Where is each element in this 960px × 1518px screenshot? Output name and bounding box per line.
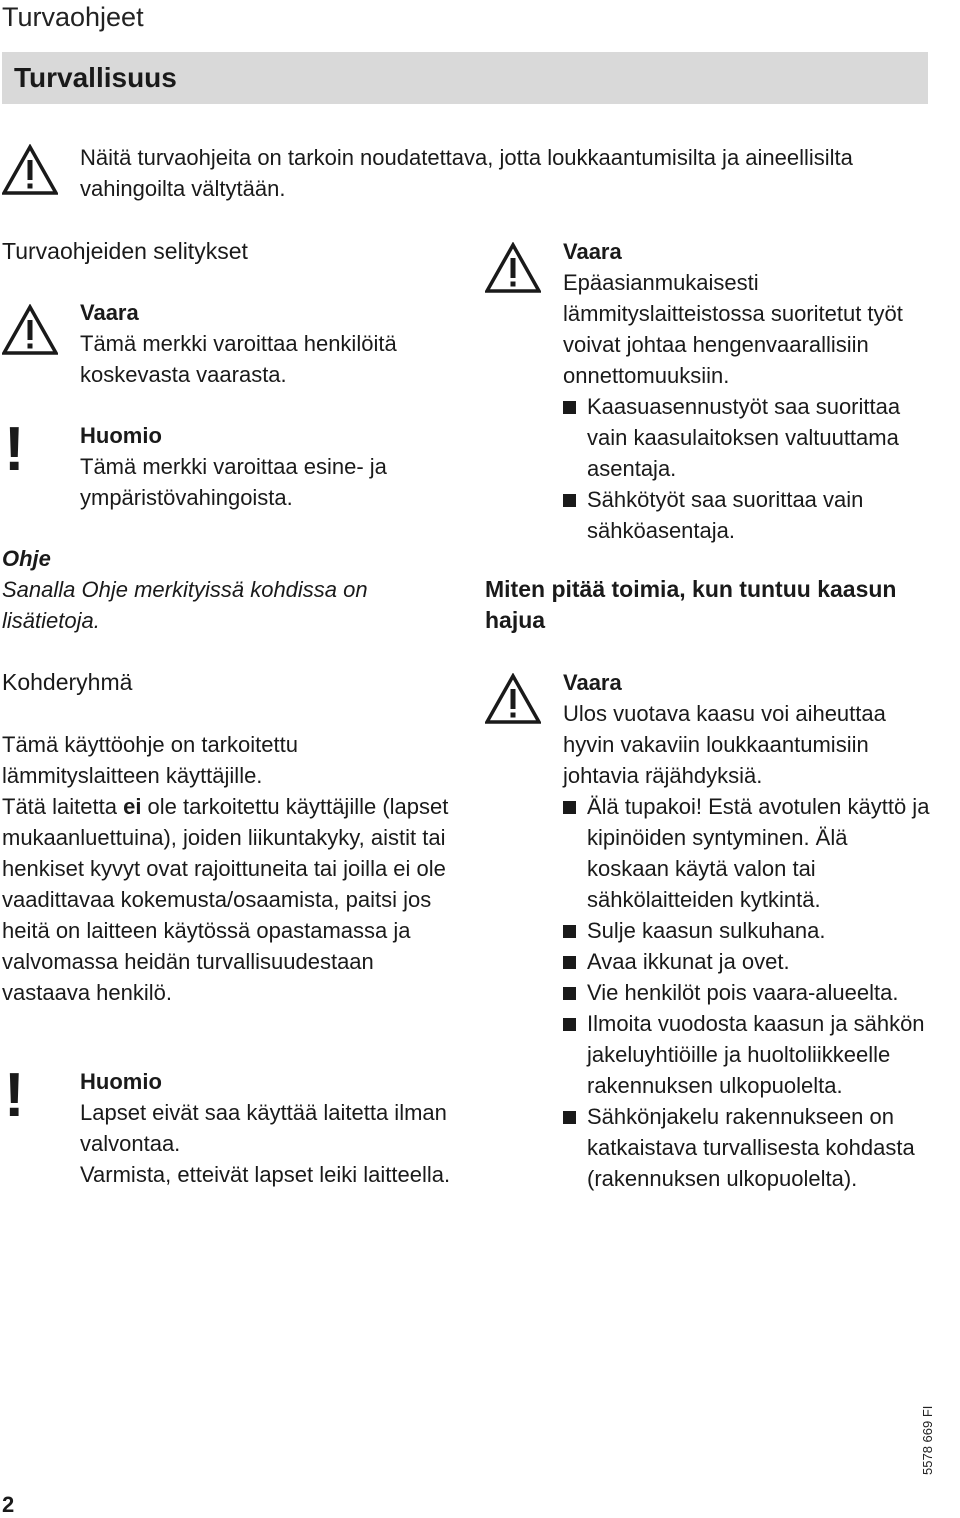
installation-danger-text: Epäasianmukaisesti lämmityslaitteistossa suoritetut työt voivat johtaa hengenvaarallisiin onnettomuuksiin. xyxy=(563,270,903,388)
target-group-body xyxy=(2,729,450,1008)
list-item: Älä tupakoi! Estä avotulen käyttö ja kipinöiden syntyminen. Älä koskaan käytä valon tai sähkölaitteiden kytkintä. xyxy=(563,791,931,915)
installation-warning xyxy=(563,236,931,546)
section-title-band xyxy=(2,52,928,104)
running-title: Turvaohjeet xyxy=(2,2,144,32)
list-item: Sähkönjakelu rakennukseen on katkaistava turvallisesta kohdasta (rakennuksen ulkopuolelta). xyxy=(563,1101,931,1194)
installation-danger-label: Vaara xyxy=(563,239,622,264)
list-item: Ilmoita vuodosta kaasun ja sähkön jakeluyhtiöille ja huoltoliikkeelle rakennuksen ulkopuolelta. xyxy=(563,1008,931,1101)
list-item: Avaa ikkunat ja ovet. xyxy=(563,946,931,977)
warning-triangle-icon xyxy=(485,673,541,725)
gas-danger-text: Ulos vuotava kaasu voi aiheuttaa hyvin vakaviin loukkaantumisiin johtavia räjähdyksiä. xyxy=(563,701,886,788)
list-item: Sähkötyöt saa suorittaa vain sähköasentaja. xyxy=(563,484,931,546)
list-item: Kaasuasennustyöt saa suorittaa vain kaasulaitoksen valtuuttama asentaja. xyxy=(563,391,931,484)
gas-danger-label: Vaara xyxy=(563,670,622,695)
danger-text: Tämä merkki varoittaa henkilöitä koskevasta vaarasta. xyxy=(80,331,397,387)
document-number: 5578 669 FI xyxy=(920,1405,935,1475)
explanation-note xyxy=(2,543,442,636)
note-text: Sanalla Ohje merkityissä kohdissa on lisätietoja. xyxy=(2,577,368,633)
children-caution-text1: Lapset eivät saa käyttää laitetta ilman valvontaa. xyxy=(80,1100,447,1156)
list-item: Vie henkilöt pois vaara-alueelta. xyxy=(563,977,931,1008)
emphasis-ei: ei xyxy=(123,794,142,819)
explanations-heading: Turvaohjeiden selitykset xyxy=(2,238,248,264)
exclamation-icon: ! xyxy=(4,415,25,484)
section-title: Turvallisuus xyxy=(14,62,177,93)
list-item: Sulje kaasun sulkuhana. xyxy=(563,915,931,946)
exclamation-icon: ! xyxy=(4,1061,25,1130)
page-number: 2 xyxy=(2,1492,15,1517)
children-caution-text2: Varmista, etteivät lapset leiki laitteella. xyxy=(80,1162,451,1187)
danger-label: Vaara xyxy=(80,300,139,325)
caution-text: Tämä merkki varoittaa esine- ja ympäristövahingoista. xyxy=(80,454,387,510)
gas-bullet-list xyxy=(563,791,931,1194)
target-group-heading: Kohderyhmä xyxy=(2,669,133,695)
target-group-p1: Tämä käyttöohje on tarkoitettu lämmityslaitteen käyttäjille. xyxy=(2,732,298,788)
caution-label: Huomio xyxy=(80,423,162,448)
installation-bullet-list xyxy=(563,391,931,546)
intro-text: Näitä turvaohjeita on tarkoin noudatettava, jotta loukkaantumisilta ja aineellisilta vahingoilta vältytään. xyxy=(80,145,853,201)
gas-smell-heading: Miten pitää toimia, kun tuntuu kaasun hajua xyxy=(485,576,897,633)
explanation-caution xyxy=(80,420,450,513)
children-caution-label: Huomio xyxy=(80,1069,162,1094)
gas-smell-warning xyxy=(563,667,931,1194)
warning-triangle-icon xyxy=(2,144,58,196)
note-label: Ohje xyxy=(2,546,51,571)
children-caution xyxy=(80,1066,452,1190)
target-group-p2: Tätä laitetta ei ole tarkoitettu käyttäjille (lapset mukaanluettuina), joiden liikuntakyky, aistit tai henkiset kyvyt ovat rajoittuneita tai joilla ei ole vaadittavaa kokemusta/osaamista, paitsi jos heitä on laitteen käytössä opastamassa ja valvomassa heidän turvallisuudestaan vastaava henkilö. xyxy=(2,794,449,1005)
explanation-danger xyxy=(80,297,450,390)
warning-triangle-icon xyxy=(2,304,58,356)
warning-triangle-icon xyxy=(485,242,541,294)
